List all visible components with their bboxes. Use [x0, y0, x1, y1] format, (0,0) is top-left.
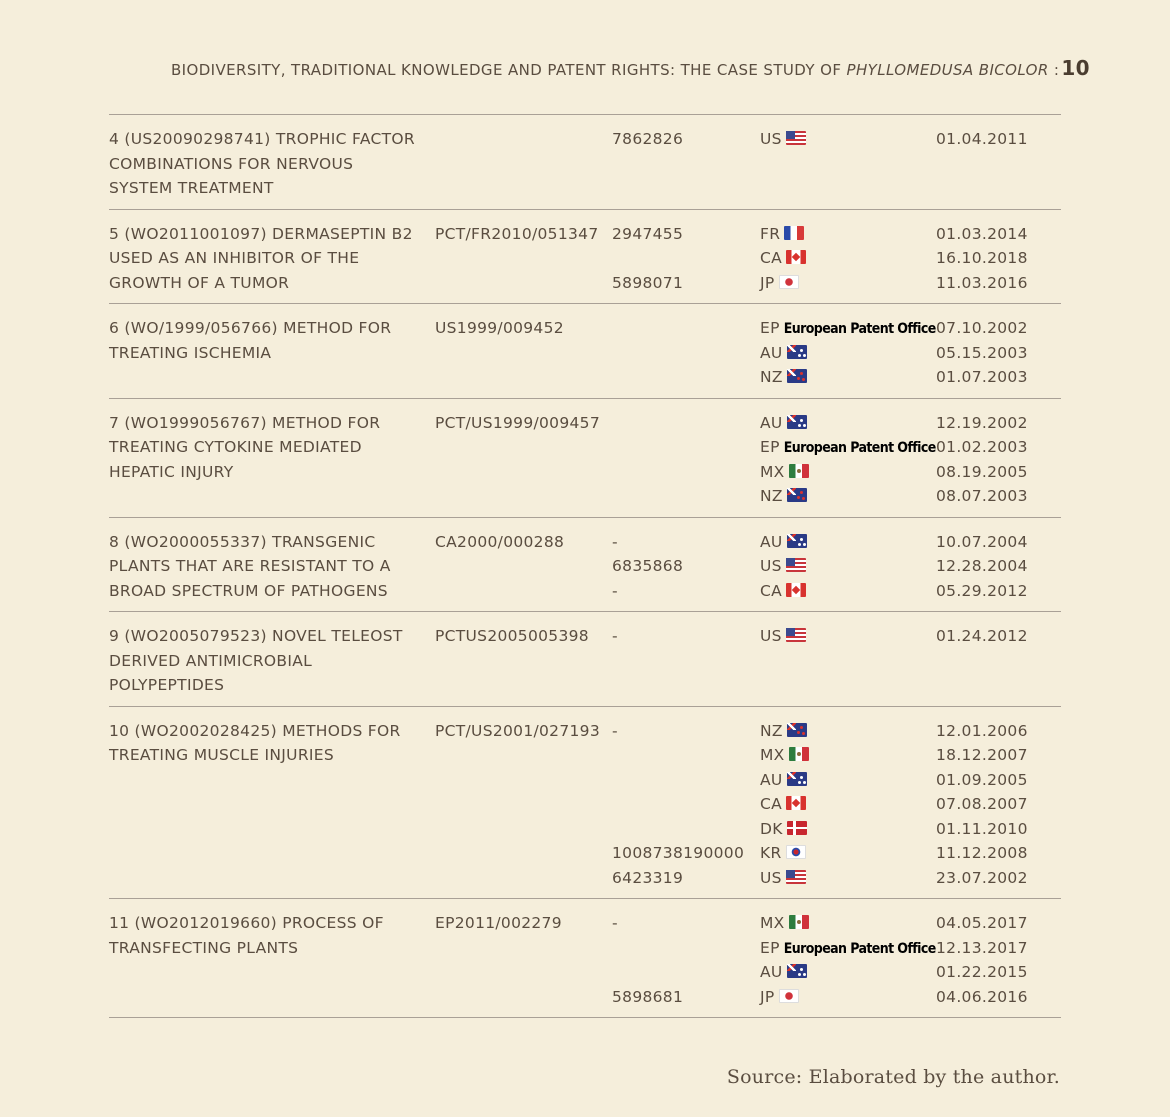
us-flag-icon	[786, 870, 806, 884]
patent-title-line: USED AS AN INHIBITOR OF THE	[109, 249, 360, 267]
patent-title-line: POLYPEPTIDES	[109, 676, 225, 694]
us-flag-icon	[786, 628, 806, 642]
patent-number: 2947455	[612, 224, 684, 243]
country-entry	[760, 841, 936, 866]
patent-title	[109, 316, 435, 390]
country-entry	[760, 460, 936, 485]
patent-number-column	[612, 624, 760, 698]
country-code: US	[760, 557, 782, 575]
country-code: EP	[760, 319, 780, 337]
patent-number	[612, 341, 760, 366]
country-entry	[760, 435, 936, 460]
patent-title	[109, 127, 435, 201]
country-code: EP	[760, 938, 780, 957]
country-code: AU	[760, 532, 783, 551]
nz-flag-icon	[787, 488, 807, 502]
country-code: EP	[760, 438, 780, 456]
country-entry	[760, 743, 936, 768]
grant-date: 12.28.2004	[936, 557, 1028, 575]
patent-number	[612, 768, 760, 793]
country-code: KR	[760, 844, 782, 862]
country-entry	[760, 365, 936, 390]
country-code: US	[760, 627, 782, 645]
patent-number: 6423319	[612, 868, 684, 887]
patent-title-line: BROAD SPECTRUM OF PATHOGENS	[109, 581, 388, 600]
patent-title	[109, 530, 435, 604]
patent-number	[612, 411, 760, 436]
patent-number	[612, 936, 760, 961]
running-header	[171, 56, 1090, 80]
country-entry	[760, 719, 936, 744]
patent-number	[612, 960, 760, 985]
pct-number: PCTUS2005005398	[435, 627, 589, 645]
pct-number	[435, 127, 612, 201]
us-flag-icon	[786, 131, 806, 145]
patent-number: -	[612, 914, 618, 932]
patent-title-line: 11 (WO2012019660) PROCESS OF	[109, 914, 384, 932]
mx-flag-icon	[789, 915, 809, 929]
grant-date: 01.03.2014	[936, 224, 1028, 243]
country-entry	[760, 985, 936, 1010]
patent-table	[109, 114, 1061, 1018]
table-row	[109, 398, 1061, 517]
grant-date: 01.09.2005	[936, 770, 1028, 789]
country-entry	[760, 271, 936, 296]
table-row	[109, 303, 1061, 398]
patent-number: -	[612, 581, 618, 600]
au-flag-icon	[787, 415, 807, 429]
country-code: AU	[760, 963, 783, 981]
header-species: PHYLLOMEDUSA BICOLOR	[846, 61, 1049, 79]
country-column	[760, 624, 936, 698]
header-separator: :	[1053, 61, 1060, 79]
country-column	[760, 530, 936, 604]
grant-date: 08.19.2005	[936, 462, 1028, 481]
patent-number: 5898071	[612, 273, 684, 292]
country-code: US	[760, 868, 782, 887]
country-entry	[760, 911, 936, 936]
date-column	[936, 222, 1061, 296]
country-code: NZ	[760, 721, 783, 740]
patent-number-column	[612, 530, 760, 604]
jp-flag-icon	[779, 275, 799, 289]
patent-title	[109, 624, 435, 698]
us-flag-icon	[786, 558, 806, 572]
dk-flag-icon	[787, 821, 807, 835]
grant-date: 01.04.2011	[936, 130, 1028, 148]
pct-number: PCT/FR2010/051347	[435, 224, 599, 243]
grant-date: 16.10.2018	[936, 249, 1028, 267]
grant-date: 01.11.2010	[936, 819, 1028, 838]
patent-title-line: COMBINATIONS FOR NERVOUS	[109, 154, 354, 173]
date-column	[936, 624, 1061, 698]
date-column	[936, 719, 1061, 891]
epo-logo: European Patent Office	[783, 321, 936, 337]
country-entry	[760, 936, 936, 961]
date-column	[936, 316, 1061, 390]
fr-flag-icon	[784, 226, 804, 240]
patent-title-line: TREATING ISCHEMIA	[109, 343, 272, 362]
patent-number	[612, 365, 760, 390]
grant-date: 08.07.2003	[936, 487, 1028, 505]
grant-date: 04.06.2016	[936, 987, 1028, 1006]
patent-number: 7862826	[612, 130, 684, 148]
patent-number-column	[612, 719, 760, 891]
ca-flag-icon	[786, 796, 806, 810]
patent-title-line: TREATING MUSCLE INJURIES	[109, 746, 334, 764]
patent-number-column	[612, 127, 760, 201]
country-entry	[760, 530, 936, 555]
mx-flag-icon	[789, 747, 809, 761]
country-entry	[760, 484, 936, 509]
source-note: Source: Elaborated by the author.	[726, 1066, 1060, 1088]
patent-title-line: 9 (WO2005079523) NOVEL TELEOST	[109, 627, 403, 645]
patent-title	[109, 411, 435, 509]
table-row	[109, 611, 1061, 706]
patent-title-line: 5 (WO2011001097) DERMASEPTIN B2	[109, 224, 413, 243]
header-title: BIODIVERSITY, TRADITIONAL KNOWLEDGE AND PATENT RIGHTS: THE CASE STUDY OF	[170, 61, 847, 79]
nz-flag-icon	[787, 723, 807, 737]
country-code: US	[760, 130, 782, 148]
grant-date: 01.02.2003	[936, 438, 1028, 456]
patent-number: -	[612, 721, 618, 740]
patent-title-line: DERIVED ANTIMICROBIAL	[109, 651, 313, 670]
table-row	[109, 898, 1061, 1018]
table-row	[109, 706, 1061, 899]
grant-date: 07.10.2002	[936, 319, 1028, 337]
pct-number: EP2011/002279	[435, 914, 562, 932]
table-row	[109, 517, 1061, 612]
grant-date: 01.07.2003	[936, 368, 1028, 386]
patent-number	[612, 792, 760, 817]
country-code: CA	[760, 795, 783, 813]
patent-title-line: 8 (WO2000055337) TRANSGENIC	[109, 532, 376, 551]
grant-date: 12.19.2002	[936, 413, 1028, 432]
country-entry	[760, 768, 936, 793]
patent-number: -	[612, 627, 618, 645]
patent-title-line: HEPATIC INJURY	[109, 462, 234, 481]
patent-title-line: TRANSFECTING PLANTS	[109, 938, 299, 957]
country-entry	[760, 817, 936, 842]
epo-logo: European Patent Office	[783, 940, 936, 957]
grant-date: 23.07.2002	[936, 868, 1028, 887]
table-row	[109, 209, 1061, 304]
country-code: MX	[760, 746, 785, 764]
country-entry	[760, 316, 936, 341]
ca-flag-icon	[786, 583, 806, 597]
grant-date: 05.29.2012	[936, 581, 1028, 600]
country-code: NZ	[760, 368, 783, 386]
patent-title	[109, 222, 435, 296]
grant-date: 12.13.2017	[936, 938, 1028, 957]
country-column	[760, 411, 936, 509]
patent-number-column	[612, 911, 760, 1009]
patent-number	[612, 246, 760, 271]
patent-title-line: GROWTH OF A TUMOR	[109, 273, 290, 292]
country-column	[760, 719, 936, 891]
patent-title-line: 7 (WO1999056767) METHOD FOR	[109, 413, 381, 432]
country-entry	[760, 866, 936, 891]
country-code: AU	[760, 343, 783, 362]
country-entry	[760, 411, 936, 436]
country-entry	[760, 624, 936, 649]
patent-title-line: 10 (WO2002028425) METHODS FOR	[109, 721, 401, 740]
patent-number	[612, 316, 760, 341]
patent-number	[612, 460, 760, 485]
grant-date: 05.15.2003	[936, 343, 1028, 362]
pct-number: PCT/US1999/009457	[435, 413, 600, 432]
country-entry	[760, 341, 936, 366]
patent-number: 1008738190000	[612, 844, 745, 862]
country-code: AU	[760, 770, 783, 789]
patent-title-line: TREATING CYTOKINE MEDIATED	[109, 438, 362, 456]
patent-title-line: SYSTEM TREATMENT	[109, 179, 274, 197]
country-column	[760, 127, 936, 201]
patent-title-line: 6 (WO/1999/056766) METHOD FOR	[109, 319, 392, 337]
au-flag-icon	[787, 534, 807, 548]
page-number: 10	[1061, 56, 1090, 80]
country-code: CA	[760, 581, 783, 600]
au-flag-icon	[787, 772, 807, 786]
date-column	[936, 127, 1061, 201]
grant-date: 11.03.2016	[936, 273, 1028, 292]
patent-number-column	[612, 411, 760, 509]
country-code: DK	[760, 819, 783, 838]
country-column	[760, 222, 936, 296]
country-column	[760, 316, 936, 390]
date-column	[936, 911, 1061, 1009]
date-column	[936, 411, 1061, 509]
country-code: JP	[760, 273, 775, 292]
country-code: MX	[760, 914, 785, 932]
patent-title	[109, 911, 435, 1009]
country-entry	[760, 579, 936, 604]
patent-number-column	[612, 316, 760, 390]
country-entry	[760, 792, 936, 817]
patent-number	[612, 435, 760, 460]
patent-title-line: 4 (US20090298741) TROPHIC FACTOR	[109, 130, 415, 148]
kr-flag-icon	[786, 845, 806, 859]
grant-date: 10.07.2004	[936, 532, 1028, 551]
country-entry	[760, 554, 936, 579]
country-entry	[760, 960, 936, 985]
country-column	[760, 911, 936, 1009]
country-code: AU	[760, 413, 783, 432]
ca-flag-icon	[786, 250, 806, 264]
country-code: JP	[760, 987, 775, 1006]
country-code: FR	[760, 224, 781, 243]
date-column	[936, 530, 1061, 604]
patent-number: 6835868	[612, 557, 684, 575]
nz-flag-icon	[787, 369, 807, 383]
patent-number	[612, 743, 760, 768]
au-flag-icon	[787, 345, 807, 359]
patent-number	[612, 484, 760, 509]
country-entry	[760, 222, 936, 247]
country-code: NZ	[760, 487, 783, 505]
patent-title	[109, 719, 435, 891]
country-entry	[760, 127, 936, 152]
grant-date: 12.01.2006	[936, 721, 1028, 740]
au-flag-icon	[787, 964, 807, 978]
grant-date: 01.24.2012	[936, 627, 1028, 645]
pct-number: US1999/009452	[435, 319, 564, 337]
grant-date: 07.08.2007	[936, 795, 1028, 813]
pct-number: PCT/US2001/027193	[435, 721, 600, 740]
grant-date: 04.05.2017	[936, 914, 1028, 932]
grant-date: 11.12.2008	[936, 844, 1028, 862]
table-row	[109, 114, 1061, 209]
country-code: CA	[760, 249, 783, 267]
patent-title-line: PLANTS THAT ARE RESISTANT TO A	[109, 557, 391, 575]
grant-date: 01.22.2015	[936, 963, 1028, 981]
patent-number: -	[612, 532, 618, 551]
country-entry	[760, 246, 936, 271]
patent-number: 5898681	[612, 987, 684, 1006]
patent-number	[612, 817, 760, 842]
country-code: MX	[760, 462, 785, 481]
mx-flag-icon	[789, 464, 809, 478]
pct-number: CA2000/000288	[435, 532, 565, 551]
patent-number-column	[612, 222, 760, 296]
epo-logo: European Patent Office	[783, 440, 936, 456]
grant-date: 18.12.2007	[936, 746, 1028, 764]
jp-flag-icon	[779, 989, 799, 1003]
